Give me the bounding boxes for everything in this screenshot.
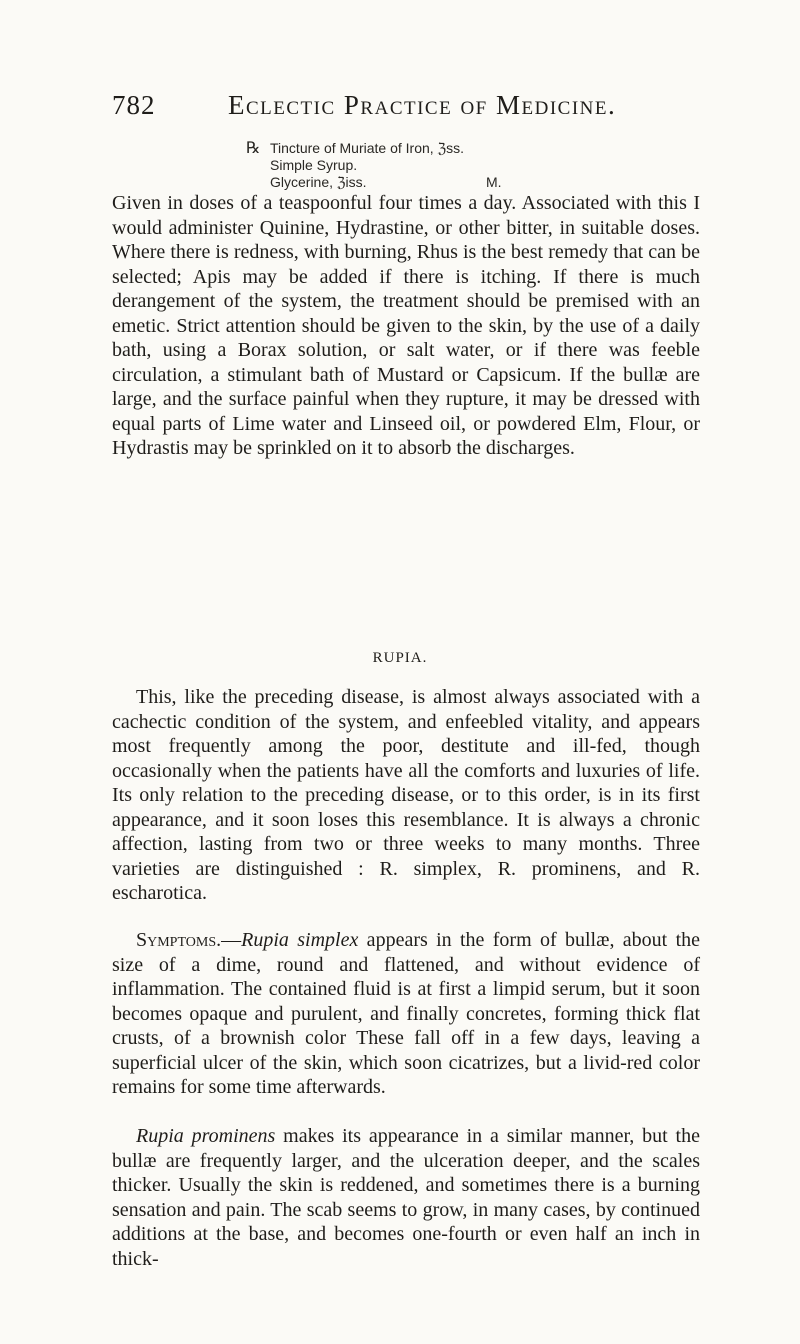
prescription-ingredient: Simple Syrup. xyxy=(270,157,358,173)
recipe-symbol: ℞ xyxy=(246,140,261,157)
prescription-line xyxy=(246,140,666,157)
em-dash: — xyxy=(221,929,242,951)
term-rupia-simplex: Rupia simplex xyxy=(241,929,359,951)
section-heading: RUPIA. xyxy=(372,650,428,666)
paragraph-treatment: Given in doses of a teaspoonful four times a day. Associated with this I would administer Quinine, Hydrastine, or other bitter, in suitable doses. Where there is redness, with burning, Rhus is the best remedy that can be selected; Apis may be added if there is itching. If there is much derangement of the system, the treatment should be premised with an emetic. Strict attention should be given to the skin, by the use of a daily bath, using a Borax solution, or salt water, or if there was feeble circulation, a stimulant bath of Mustard or Capsicum. If the bullæ are large, and the surface painful when they rupture, it may be dressed with equal parts of Lime water and Linseed oil, or powdered Elm, Flour, or Hydrastis may be sprinkled on it to absorb the discharges. xyxy=(112,192,700,459)
paragraph-rupia-intro: This, like the preceding disease, is almost always associated with a cachectic condition of the system, and enfeebled vitality, and appears most frequently among the poor, destitute and ill-fed, though occasionally when the patients have all the comforts and luxuries of life. Its only relation to the preceding disease, or to this order, is in its first appearance, and it soon loses this resemblance. It is always a chronic affection, lasting from two or three weeks to many months. Three varieties are distinguished : R. simplex, R. prominens, and R. escharotica. xyxy=(112,686,700,904)
prominens-text: makes its appearance in a similar manner, but the bullæ are frequently larger, and the ulceration deeper, and the scales thicker. Usually the skin is reddened, and sometimes there is a burning sensation and pain. The scab seems to grow, in many cases, by continued additions at the base, and becomes one-fourth or even half an inch in thick- xyxy=(112,1125,700,1270)
prescription-line xyxy=(246,157,666,174)
prescription-line xyxy=(246,174,666,191)
paragraph-prominens xyxy=(112,1124,700,1271)
running-head: Eclectic Practice of Medicine. xyxy=(228,90,617,120)
page-header xyxy=(0,90,800,126)
paragraph-symptoms xyxy=(112,928,700,1100)
prescription-ingredient: Glycerine, ℨiss. xyxy=(270,174,367,190)
symptoms-lead: Symptoms. xyxy=(136,929,222,951)
term-rupia-prominens: Rupia prominens xyxy=(136,1125,276,1147)
symptoms-text: appears in the form of bullæ, about the size of a dime, round and flattened, and without evidence of inflammation. The contained fluid is at first a limpid serum, but it soon becomes opaque and purulent, and finally concretes, forming thick flat crusts, of a brownish color These fall off in a few days, leaving a superficial ulcer of the skin, which soon cicatrizes, but a livid-red color remains for some time afterwards. xyxy=(112,929,701,1098)
prescription-ingredient: Tincture of Muriate of Iron, ℨss. xyxy=(270,140,465,156)
page-number: 782 xyxy=(112,90,156,120)
prescription xyxy=(246,140,666,191)
prescription-signa: M. xyxy=(486,174,502,190)
